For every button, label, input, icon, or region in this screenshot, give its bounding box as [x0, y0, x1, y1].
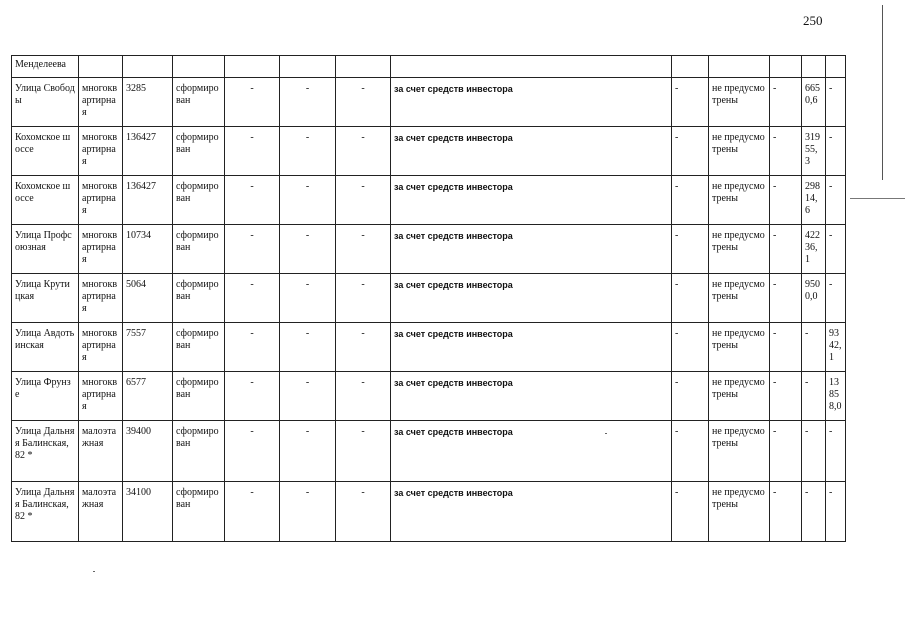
cell-street: Улица Дальняя Балинская, 82 *	[12, 482, 79, 542]
cell-dash: -	[336, 421, 391, 482]
cell-dash: -	[672, 225, 709, 274]
cell-value-1: 31955,3	[802, 127, 826, 176]
cell-dash: -	[770, 176, 802, 225]
table-row	[12, 127, 846, 176]
cell-dash: -	[225, 176, 280, 225]
cell-dash: -	[770, 274, 802, 323]
cell-status: сформирован	[173, 372, 225, 421]
cell-value-2: -	[826, 482, 846, 542]
cell-value-2: -	[826, 78, 846, 127]
cell-dash: -	[770, 323, 802, 372]
cell-value-2: -	[826, 127, 846, 176]
cell-dash: -	[672, 127, 709, 176]
cell-dash: -	[336, 127, 391, 176]
cell-type: многоквартирная	[79, 78, 123, 127]
cell-status: сформирован	[173, 421, 225, 482]
cell-provision: не предусмотрены	[709, 274, 770, 323]
cell-provision: не предусмотрены	[709, 482, 770, 542]
cell-provision: не предусмотрены	[709, 421, 770, 482]
cell-type: многоквартирная	[79, 225, 123, 274]
cell-dash: -	[280, 127, 336, 176]
cell-value-1: -	[802, 421, 826, 482]
cell-dash: -	[672, 372, 709, 421]
cell-street: Улица Авдотьинская	[12, 323, 79, 372]
cell-status: сформирован	[173, 274, 225, 323]
cell-financing: за счет средств инвестора	[391, 372, 672, 421]
margin-line-horizontal	[850, 198, 905, 199]
cell-dash: -	[672, 176, 709, 225]
cell-value-2: -	[826, 176, 846, 225]
cell-area: 39400	[123, 421, 173, 482]
cell-area: 10734	[123, 225, 173, 274]
cell-type: малоэтажная	[79, 482, 123, 542]
cell-value-1: -	[802, 372, 826, 421]
cell-financing: за счет средств инвестора	[391, 225, 672, 274]
cell-dash: -	[672, 323, 709, 372]
cell-provision: не предусмотрены	[709, 225, 770, 274]
cell-street: Улица Дальняя Балинская, 82 *	[12, 421, 79, 482]
cell-financing: за счет средств инвестора	[391, 176, 672, 225]
cell-value-1: 29814,6	[802, 176, 826, 225]
cell-street: Улица Свободы	[12, 78, 79, 127]
cell-dash: -	[770, 78, 802, 127]
cell-type: многоквартирная	[79, 372, 123, 421]
table-row	[12, 225, 846, 274]
cell-street: Менделеева	[12, 56, 79, 78]
cell-value-1: 6650,6	[802, 78, 826, 127]
cell-dash: -	[770, 127, 802, 176]
cell-street: Кохомское шоссе	[12, 127, 79, 176]
cell-dash: -	[770, 225, 802, 274]
cell-dash: -	[280, 323, 336, 372]
cell-dash: -	[280, 372, 336, 421]
cell-dash: -	[672, 482, 709, 542]
page-number: 250	[803, 13, 823, 28]
cell-dash: -	[336, 78, 391, 127]
cell-status: сформирован	[173, 176, 225, 225]
cell-dash: -	[280, 482, 336, 542]
cell-dash: -	[225, 225, 280, 274]
cell-value-1: -	[802, 323, 826, 372]
cell-street: Улица Профсоюзная	[12, 225, 79, 274]
cell-dash: -	[280, 274, 336, 323]
table-row	[12, 482, 846, 542]
cell-value-2: -	[826, 421, 846, 482]
cell-type: многоквартирная	[79, 323, 123, 372]
cell-status: сформирован	[173, 323, 225, 372]
land-plots-table	[11, 55, 846, 542]
cell-dash: -	[336, 372, 391, 421]
cell-dash: -	[770, 372, 802, 421]
cell-dash: -	[770, 421, 802, 482]
cell-area: 7557	[123, 323, 173, 372]
cell-street: Улица Фрунзе	[12, 372, 79, 421]
table-row	[12, 274, 846, 323]
cell-provision: не предусмотрены	[709, 127, 770, 176]
cell-financing: за счет средств инвестора	[391, 323, 672, 372]
cell-provision: не предусмотрены	[709, 323, 770, 372]
table-row	[12, 176, 846, 225]
cell-dash: -	[672, 78, 709, 127]
cell-dash: -	[225, 274, 280, 323]
cell-dash: -	[336, 225, 391, 274]
cell-street: Кохомское шоссе	[12, 176, 79, 225]
cell-status: сформирован	[173, 78, 225, 127]
table-row	[12, 56, 846, 78]
cell-type: малоэтажная	[79, 421, 123, 482]
cell-value-1: 9500,0	[802, 274, 826, 323]
cell-dash: -	[280, 78, 336, 127]
cell-status: сформирован	[173, 482, 225, 542]
cell-type: многоквартирная	[79, 274, 123, 323]
table-row	[12, 372, 846, 421]
cell-area: 3285	[123, 78, 173, 127]
margin-line-vertical	[882, 5, 883, 180]
table-row	[12, 78, 846, 127]
cell-dash: -	[336, 176, 391, 225]
cell-value-2: -	[826, 274, 846, 323]
cell-dash: -	[225, 323, 280, 372]
cell-provision: не предусмотрены	[709, 372, 770, 421]
cell-value-1: 42236,1	[802, 225, 826, 274]
cell-status: сформирован	[173, 127, 225, 176]
cell-financing: за счет средств инвестора	[391, 127, 672, 176]
cell-value-1: -	[802, 482, 826, 542]
cell-financing: за счет средств инвестора	[391, 78, 672, 127]
cell-dash: -	[672, 274, 709, 323]
cell-value-2: -	[826, 225, 846, 274]
cell-dash: -	[336, 482, 391, 542]
table-row	[12, 421, 846, 482]
cell-dash: -	[225, 78, 280, 127]
cell-area: 5064	[123, 274, 173, 323]
cell-financing: за счет средств инвестора	[391, 482, 672, 542]
cell-dash: -	[336, 323, 391, 372]
scan-speck	[93, 571, 95, 572]
table-row	[12, 323, 846, 372]
cell-type: многоквартирная	[79, 127, 123, 176]
cell-dash: -	[280, 176, 336, 225]
cell-value-2: 9342,1	[826, 323, 846, 372]
cell-area: 6577	[123, 372, 173, 421]
cell-dash: -	[225, 421, 280, 482]
cell-provision: не предусмотрены	[709, 78, 770, 127]
cell-dash: -	[336, 274, 391, 323]
cell-dash: -	[225, 482, 280, 542]
cell-financing: за счет средств инвестора	[391, 421, 672, 482]
cell-dash: -	[770, 482, 802, 542]
cell-dash: -	[225, 372, 280, 421]
cell-dash: -	[672, 421, 709, 482]
cell-dash: -	[280, 421, 336, 482]
cell-value-2: 13858,0	[826, 372, 846, 421]
cell-financing: за счет средств инвестора	[391, 274, 672, 323]
cell-dash: -	[280, 225, 336, 274]
cell-area: 136427	[123, 127, 173, 176]
cell-area: 34100	[123, 482, 173, 542]
cell-area: 136427	[123, 176, 173, 225]
cell-status: сформирован	[173, 225, 225, 274]
cell-type: многоквартирная	[79, 176, 123, 225]
cell-dash: -	[225, 127, 280, 176]
cell-provision: не предусмотрены	[709, 176, 770, 225]
cell-street: Улица Крутицкая	[12, 274, 79, 323]
